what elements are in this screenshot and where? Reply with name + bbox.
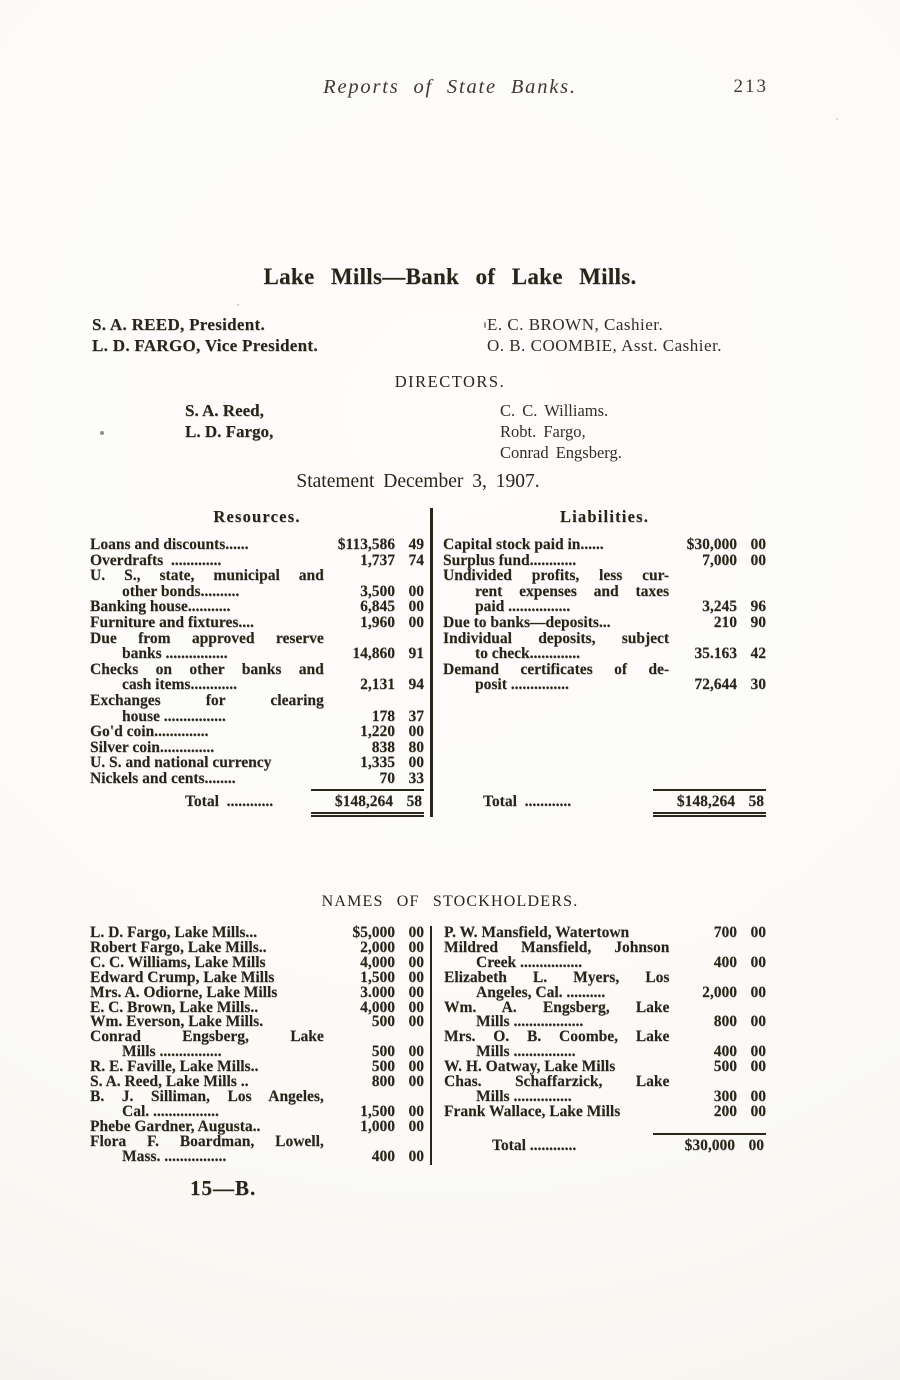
amount-dollars: 700 bbox=[713, 924, 737, 941]
row-label: Cal. ................. bbox=[122, 1102, 219, 1120]
running-head: Reports of State Banks. bbox=[323, 76, 577, 98]
total-label: Total ............ bbox=[492, 1136, 577, 1154]
row-main-line bbox=[90, 709, 424, 725]
row-wrap-line: Demand certificates of de- bbox=[443, 660, 670, 678]
amount-cents: 00 bbox=[408, 983, 424, 1001]
amount-dollars: 2,131 bbox=[360, 676, 395, 694]
amount-cents: 80 bbox=[408, 738, 424, 756]
table-row bbox=[90, 724, 424, 740]
row-label: posit ............... bbox=[475, 676, 569, 694]
amount-cents: 00 bbox=[408, 968, 424, 986]
amount-cents: 00 bbox=[750, 1058, 766, 1076]
list-item: L. D. FARGO, Vice President. bbox=[92, 336, 318, 355]
ink-speck bbox=[484, 322, 486, 328]
amount-dollars: 6,845 bbox=[360, 598, 395, 616]
row-label: Silver coin.............. bbox=[90, 738, 215, 756]
table-row bbox=[90, 1030, 424, 1060]
amount-dollars: 1,000 bbox=[360, 1117, 395, 1135]
table-row bbox=[443, 537, 766, 553]
amount-dollars: $30,000 bbox=[686, 536, 737, 553]
row-label: cash items............ bbox=[122, 676, 237, 694]
amount-dollars: 500 bbox=[713, 1058, 737, 1076]
table-row bbox=[443, 615, 766, 631]
row-label: P. W. Mansfield, Watertown bbox=[444, 924, 630, 941]
amount-dollars: 800 bbox=[713, 1013, 737, 1031]
amount-dollars: 35.163 bbox=[694, 645, 737, 663]
amount-cents: 37 bbox=[408, 707, 424, 725]
table-row bbox=[90, 568, 424, 599]
row-main-line bbox=[90, 1147, 424, 1165]
list-item: S. A. Reed, bbox=[185, 401, 264, 420]
amount-dollars: 72,644 bbox=[694, 676, 737, 694]
amount-cents: 96 bbox=[750, 598, 766, 616]
row-label: Frank Wallace, Lake Mills bbox=[444, 1102, 621, 1120]
amount-cents: 49 bbox=[408, 536, 424, 553]
row-label: Banking house........... bbox=[90, 598, 231, 616]
row-main-line bbox=[443, 646, 766, 662]
total-label: Total ............ bbox=[483, 793, 572, 810]
amount-dollars: 400 bbox=[371, 1147, 395, 1165]
row-label: Mrs. A. Odiorne, Lake Mills bbox=[90, 983, 278, 1001]
row-wrap-line: Conrad Engsberg, Lake bbox=[90, 1028, 324, 1046]
stockholders-right-column bbox=[430, 926, 790, 1165]
amount-dollars: 70 bbox=[379, 769, 395, 787]
row-label: Loans and discounts...... bbox=[90, 536, 249, 553]
row-label: Wm. Everson, Lake Mills. bbox=[90, 1013, 264, 1031]
amount-cents: 00 bbox=[750, 1087, 766, 1105]
amount-cents: 00 bbox=[750, 1043, 766, 1061]
table-row bbox=[90, 693, 424, 724]
row-main-line bbox=[90, 584, 424, 600]
table-row bbox=[90, 553, 424, 569]
amount-dollars: 300 bbox=[713, 1087, 737, 1105]
list-item: L. D. Fargo, bbox=[185, 422, 274, 441]
amount-cents: 00 bbox=[408, 1147, 424, 1165]
amount-dollars: 400 bbox=[713, 1043, 737, 1061]
amount-dollars: 500 bbox=[371, 1043, 395, 1061]
amount-dollars: 838 bbox=[371, 738, 395, 756]
row-wrap-line: Undivided profits, less cur- bbox=[443, 567, 670, 585]
amount-cents: 00 bbox=[750, 551, 766, 569]
amount-dollars: 200 bbox=[713, 1102, 737, 1120]
row-label: U. S. and national currency bbox=[90, 754, 272, 772]
amount-dollars: 4,000 bbox=[360, 998, 395, 1016]
amount-dollars: $113,586 bbox=[337, 536, 395, 553]
stockholders-table bbox=[90, 926, 790, 1165]
table-row bbox=[443, 631, 766, 662]
statement-table bbox=[90, 508, 790, 817]
amount-dollars: 14,860 bbox=[352, 645, 395, 663]
amount-cents: 00 bbox=[750, 983, 766, 1001]
amount-dollars: 3,500 bbox=[360, 582, 395, 600]
table-row bbox=[443, 553, 766, 569]
row-wrap-line: Mildred Mansfield, Johnson bbox=[444, 938, 670, 956]
row-wrap-line: Checks on other banks and bbox=[90, 660, 324, 678]
page-number: 213 bbox=[733, 76, 768, 97]
list-item: Conrad Engsberg. bbox=[500, 443, 622, 462]
row-label: Due to banks—deposits... bbox=[443, 613, 611, 631]
row-main-line bbox=[90, 537, 424, 553]
liabilities-total-row bbox=[443, 789, 766, 817]
directors-right bbox=[500, 400, 622, 463]
list-item: E. C. BROWN, Cashier. bbox=[487, 315, 664, 334]
amount-dollars: 400 bbox=[713, 953, 737, 971]
amount-cents: 00 bbox=[408, 1073, 424, 1091]
total-label: Total ............ bbox=[185, 793, 274, 810]
amount-dollars: $148,264 bbox=[334, 793, 393, 810]
row-main-line bbox=[90, 646, 424, 662]
row-wrap-line: Mrs. O. B. Coombe, Lake bbox=[444, 1028, 670, 1046]
row-wrap-line: Elizabeth L. Myers, Los bbox=[444, 968, 670, 986]
table-row bbox=[444, 1030, 766, 1060]
directors-heading: DIRECTORS. bbox=[394, 372, 506, 391]
row-label: S. A. Reed, Lake Mills .. bbox=[90, 1073, 249, 1091]
table-row bbox=[444, 1075, 766, 1105]
stockholders-right-rows bbox=[444, 926, 766, 1120]
table-row bbox=[90, 1087, 424, 1120]
list-item: Robt. Fargo, bbox=[500, 422, 586, 441]
row-main-line bbox=[90, 740, 424, 756]
resources-total-amount bbox=[311, 789, 424, 817]
amount-dollars: 1,335 bbox=[360, 754, 395, 772]
amount-dollars: 2,000 bbox=[702, 983, 737, 1001]
row-label: house ................ bbox=[122, 707, 226, 725]
amount-cents: 00 bbox=[408, 1043, 424, 1061]
amount-dollars: 1,960 bbox=[360, 613, 395, 631]
row-label: L. D. Fargo, Lake Mills... bbox=[90, 924, 258, 941]
amount-cents: 00 bbox=[408, 613, 424, 631]
row-main-line bbox=[443, 599, 766, 615]
row-main-line bbox=[90, 677, 424, 693]
row-label: W. H. Oatway, Lake Mills bbox=[444, 1058, 616, 1076]
row-main-line bbox=[443, 537, 766, 553]
amount-cents: 90 bbox=[750, 613, 766, 631]
row-label: Mills .................. bbox=[476, 1013, 584, 1031]
row-label: Capital stock paid in...... bbox=[443, 536, 604, 553]
table-row bbox=[90, 740, 424, 756]
row-main-line bbox=[443, 553, 766, 569]
amount-cents: 33 bbox=[408, 769, 424, 787]
amount-cents: 00 bbox=[408, 582, 424, 600]
liabilities-total-amount bbox=[653, 789, 766, 817]
list-item: C. C. Williams. bbox=[500, 401, 609, 420]
amount-dollars: $5,000 bbox=[352, 924, 395, 941]
table-row bbox=[90, 599, 424, 615]
amount-cents: 91 bbox=[408, 645, 424, 663]
amount-cents: 00 bbox=[408, 598, 424, 616]
stockholders-left-column bbox=[90, 926, 430, 1165]
bank-title: Lake Mills—Bank of Lake Mills. bbox=[263, 264, 637, 289]
row-label: Surplus fund............ bbox=[443, 551, 577, 569]
amount-cents: 00 bbox=[408, 998, 424, 1016]
amount-dollars: 178 bbox=[371, 707, 395, 725]
amount-cents: 00 bbox=[408, 1058, 424, 1076]
row-wrap-line: U. S., state, municipal and bbox=[90, 567, 324, 585]
amount-cents: 00 bbox=[408, 754, 424, 772]
row-label: Overdrafts ............. bbox=[90, 551, 222, 569]
list-item: O. B. COOMBIE, Asst. Cashier. bbox=[487, 336, 723, 355]
row-main-line bbox=[90, 599, 424, 615]
row-main-line bbox=[90, 615, 424, 631]
amount-dollars: 500 bbox=[371, 1013, 395, 1031]
row-main-line bbox=[443, 677, 766, 693]
amount-dollars: 800 bbox=[371, 1073, 395, 1091]
row-label: Nickels and cents........ bbox=[90, 769, 236, 787]
row-label: Go'd coin.............. bbox=[90, 723, 209, 741]
amount-cents: 94 bbox=[408, 676, 424, 694]
amount-cents: 00 bbox=[408, 1102, 424, 1120]
row-wrap-line: Flora F. Boardman, Lowell, bbox=[90, 1132, 324, 1150]
row-label: C. C. Williams, Lake Mills bbox=[90, 953, 266, 971]
table-row bbox=[443, 568, 766, 615]
amount-cents: 58 bbox=[406, 793, 422, 810]
row-main-line bbox=[90, 724, 424, 740]
amount-cents: 00 bbox=[408, 723, 424, 741]
liabilities-column bbox=[430, 508, 790, 817]
amount-dollars: 3.000 bbox=[360, 983, 395, 1001]
row-label: Robert Fargo, Lake Mills.. bbox=[90, 938, 267, 956]
amount-dollars: 2,000 bbox=[360, 938, 395, 956]
resources-rows bbox=[90, 537, 424, 787]
amount-cents: 00 bbox=[408, 1117, 424, 1135]
table-row bbox=[90, 755, 424, 771]
amount-cents: 30 bbox=[750, 676, 766, 694]
amount-cents: 58 bbox=[748, 793, 764, 810]
amount-cents: 00 bbox=[750, 924, 766, 941]
resources-heading: Resources. bbox=[213, 507, 301, 526]
row-label: Mass. ................ bbox=[122, 1147, 227, 1165]
list-item: S. A. REED, President. bbox=[92, 315, 265, 334]
table-row bbox=[90, 1132, 424, 1165]
ink-speck bbox=[100, 431, 104, 435]
row-label: Angeles, Cal. .......... bbox=[476, 983, 606, 1001]
amount-dollars: 7,000 bbox=[702, 551, 737, 569]
table-row bbox=[90, 615, 424, 631]
row-label: Mills ................ bbox=[476, 1043, 576, 1061]
row-main-line bbox=[90, 755, 424, 771]
amount-dollars: 1,500 bbox=[360, 968, 395, 986]
table-row bbox=[443, 662, 766, 693]
table-row bbox=[90, 631, 424, 662]
row-label: E. C. Brown, Lake Mills.. bbox=[90, 998, 259, 1016]
amount-dollars: 1,500 bbox=[360, 1102, 395, 1120]
amount-dollars: $148,264 bbox=[676, 793, 735, 810]
amount-cents: 00 bbox=[408, 953, 424, 971]
table-row bbox=[90, 662, 424, 693]
amount-cents: 00 bbox=[750, 1102, 766, 1120]
row-label: other bonds.......... bbox=[122, 582, 240, 600]
amount-cents: 00 bbox=[748, 1136, 764, 1154]
row-wrap-line: Individual deposits, subject bbox=[443, 629, 670, 647]
table-row bbox=[444, 1102, 766, 1120]
row-wrap-line: Chas. Schaffarzick, Lake bbox=[444, 1073, 670, 1091]
amount-dollars: 4,000 bbox=[360, 953, 395, 971]
amount-cents: 00 bbox=[408, 924, 424, 941]
table-row bbox=[444, 938, 766, 971]
stockholders-total-amount bbox=[653, 1133, 766, 1156]
ink-speck bbox=[836, 118, 838, 120]
row-main-line bbox=[444, 1102, 766, 1120]
amount-cents: 00 bbox=[408, 1013, 424, 1031]
row-label: Furniture and fixtures.... bbox=[90, 613, 254, 631]
table-row bbox=[90, 537, 424, 553]
amount-cents: 42 bbox=[750, 645, 766, 663]
statement-heading: Statement December 3, 1907. bbox=[296, 471, 540, 492]
liabilities-rows bbox=[443, 537, 766, 693]
row-label: Edward Crump, Lake Mills bbox=[90, 968, 275, 986]
amount-dollars: $30,000 bbox=[684, 1136, 735, 1154]
signature-mark: 15—B. bbox=[190, 1176, 257, 1200]
resources-column bbox=[90, 508, 430, 817]
amount-cents: 00 bbox=[750, 536, 766, 553]
directors-left bbox=[185, 400, 273, 442]
officers-right bbox=[487, 314, 722, 356]
table-row bbox=[444, 968, 766, 1001]
ink-speck bbox=[237, 304, 239, 306]
amount-cents: 74 bbox=[408, 551, 424, 569]
row-label: Mills ................ bbox=[122, 1043, 222, 1061]
row-main-line bbox=[90, 553, 424, 569]
liabilities-heading: Liabilities. bbox=[559, 507, 650, 526]
row-main-line bbox=[443, 615, 766, 631]
table-row bbox=[444, 998, 766, 1031]
row-wrap-line: Due from approved reserve bbox=[90, 629, 324, 647]
amount-cents: 00 bbox=[408, 938, 424, 956]
stockholders-heading: NAMES OF STOCKHOLDERS. bbox=[321, 893, 579, 910]
row-label: banks ................ bbox=[122, 645, 228, 663]
row-label: Mills ............... bbox=[476, 1087, 572, 1105]
officers-left bbox=[92, 314, 318, 356]
row-label: Phebe Gardner, Augusta.. bbox=[90, 1117, 261, 1135]
row-wrap-line: Exchanges for clearing bbox=[90, 691, 324, 709]
amount-cents: 00 bbox=[750, 1013, 766, 1031]
stockholders-total-row bbox=[444, 1133, 766, 1156]
stockholders-left-rows bbox=[90, 926, 424, 1165]
amount-dollars: 500 bbox=[371, 1058, 395, 1076]
row-main-line bbox=[90, 771, 424, 787]
amount-cents: 00 bbox=[750, 953, 766, 971]
amount-dollars: 1,737 bbox=[360, 551, 395, 569]
amount-dollars: 3,245 bbox=[702, 598, 737, 616]
row-label: Creek ................ bbox=[476, 953, 583, 971]
row-wrap-line: B. J. Silliman, Los Angeles, bbox=[90, 1087, 324, 1105]
row-label: R. E. Faville, Lake Mills.. bbox=[90, 1058, 259, 1076]
row-wrap-line: Wm. A. Engsberg, Lake bbox=[444, 998, 670, 1016]
table-row bbox=[90, 771, 424, 787]
amount-dollars: 1,220 bbox=[360, 723, 395, 741]
resources-total-row bbox=[90, 789, 424, 817]
row-label: paid ................ bbox=[475, 598, 571, 616]
amount-dollars: 210 bbox=[713, 613, 737, 631]
row-wrap-line: rent expenses and taxes bbox=[475, 582, 670, 600]
row-label: to check............. bbox=[475, 645, 581, 663]
